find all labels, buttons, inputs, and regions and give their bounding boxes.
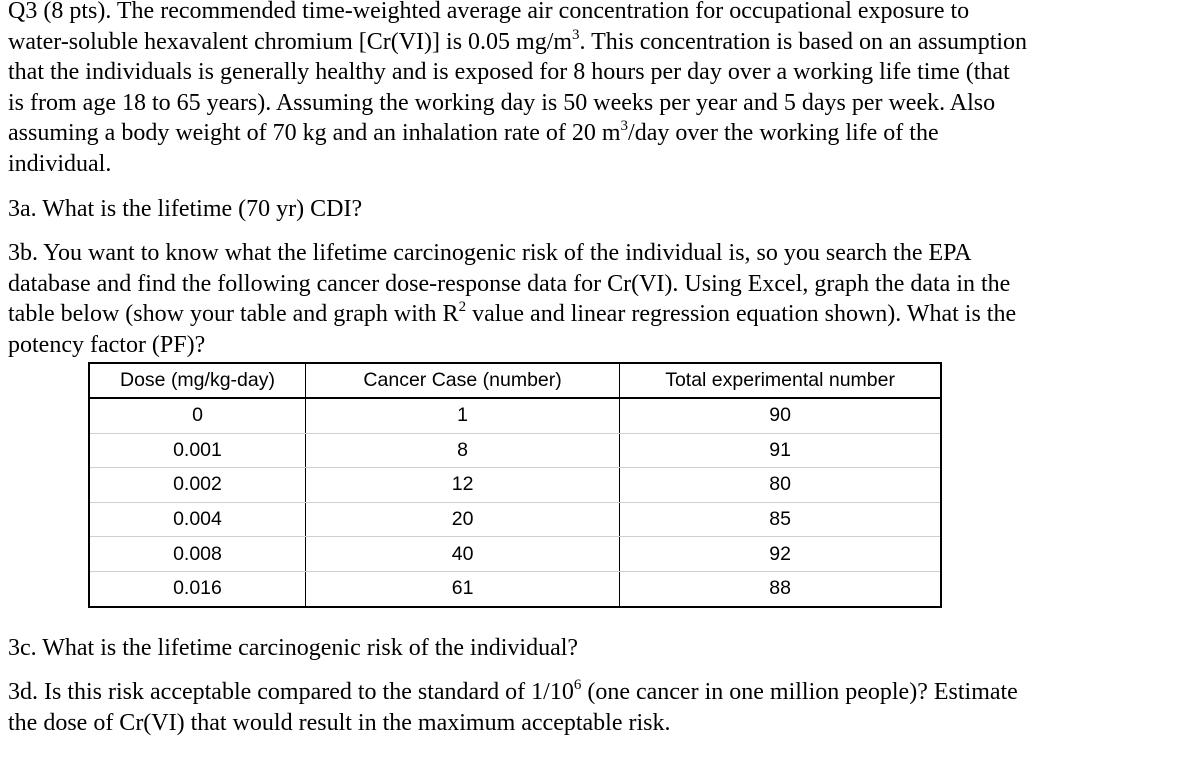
question-3a [8,194,1178,225]
q3-line-3: that the individuals is generally healthy and is exposed for 8 hours per day over a working life time (that [8,59,1010,86]
cell-cancer-case: 12 [305,468,619,503]
cell-total: 80 [620,468,941,503]
q3a-text: 3a. What is the lifetime (70 yr) CDI? [8,196,363,222]
cell-total: 90 [620,398,941,433]
cell-cancer-case: 20 [305,502,619,537]
q3-line-5-text: assuming a body weight of 70 kg and an inhalation rate of 20 m [8,120,621,147]
q3-line-2 [8,27,1178,58]
table-row [89,537,941,572]
q3-line-2-rest: . This concentration is based on an assumption [579,28,1028,55]
superscript-2: 2 [458,299,467,316]
header-cancer-case: Cancer Case (number) [305,363,619,398]
question-3-intro [8,0,1178,180]
dose-response-table [88,362,942,608]
q3b-line-4: potency factor (PF)? [8,331,206,358]
question-3d [8,677,1178,738]
cell-dose: 0 [89,398,305,433]
table-row [89,571,941,606]
table-row [89,468,941,503]
table-row [89,398,941,433]
superscript-6: 6 [573,677,582,693]
table-row [89,502,941,537]
cell-cancer-case: 40 [305,537,619,572]
question-3b [8,238,1178,360]
cell-cancer-case: 1 [305,398,619,433]
q3b-line-3-text: table below (show your table and graph with R [8,301,459,328]
header-dose: Dose (mg/kg-day) [89,363,305,398]
cell-cancer-case: 8 [305,433,619,468]
q3-line-5 [8,118,1178,149]
q3d-line-1-rest: (one cancer in one million people)? Estimate [581,679,1018,705]
q3-line-6: individual. [8,150,112,177]
cell-dose: 0.001 [89,433,305,468]
q3b-line-1: 3b. You want to know what the lifetime carcinogenic risk of the individual is, so you search the EPA [8,240,972,266]
cell-dose: 0.016 [173,577,222,600]
table-header-row [89,363,941,398]
cell-dose: 0.002 [89,468,305,503]
q3b-line-3-rest: value and linear regression equation shown). What is the [466,301,1017,328]
cell-total: 91 [620,433,941,468]
q3d-line-1 [8,677,1178,708]
q3-line-4: is from age 18 to 65 years). Assuming the working day is 50 weeks per year and 5 days per week. Also [8,89,996,116]
cell-total: 88 [620,571,941,606]
q3b-line-2: database and find the following cancer dose-response data for Cr(VI). Using Excel, graph the data in the [8,270,1011,297]
q3d-line-1-text: 3d. Is this risk acceptable compared to the standard of 1/10 [8,679,574,705]
cell-cancer-case: 61 [305,571,619,606]
superscript-3: 3 [572,26,580,43]
cell-total: 85 [620,502,941,537]
cell-dose: 0.004 [89,502,305,537]
header-total-experimental: Total experimental number [620,363,941,398]
q3c-text: 3c. What is the lifetime carcinogenic risk of the individual? [8,635,579,661]
q3d-line-2: the dose of Cr(VI) that would result in the maximum acceptable risk. [8,709,671,736]
q3-line-2-text: water-soluble hexavalent chromium [Cr(VI)] is 0.05 mg/m [8,28,573,55]
table-row [89,433,941,468]
q3-line-1: Q3 (8 pts). The recommended time-weighted average air concentration for occupational exposure to [8,0,970,24]
cell-dose: 0.008 [89,537,305,572]
q3-line-5-rest: /day over the working life of the [628,120,939,147]
cell-total: 92 [620,537,941,572]
q3b-line-3 [8,299,1178,330]
superscript-3b: 3 [620,118,629,135]
question-3c [8,633,1178,664]
